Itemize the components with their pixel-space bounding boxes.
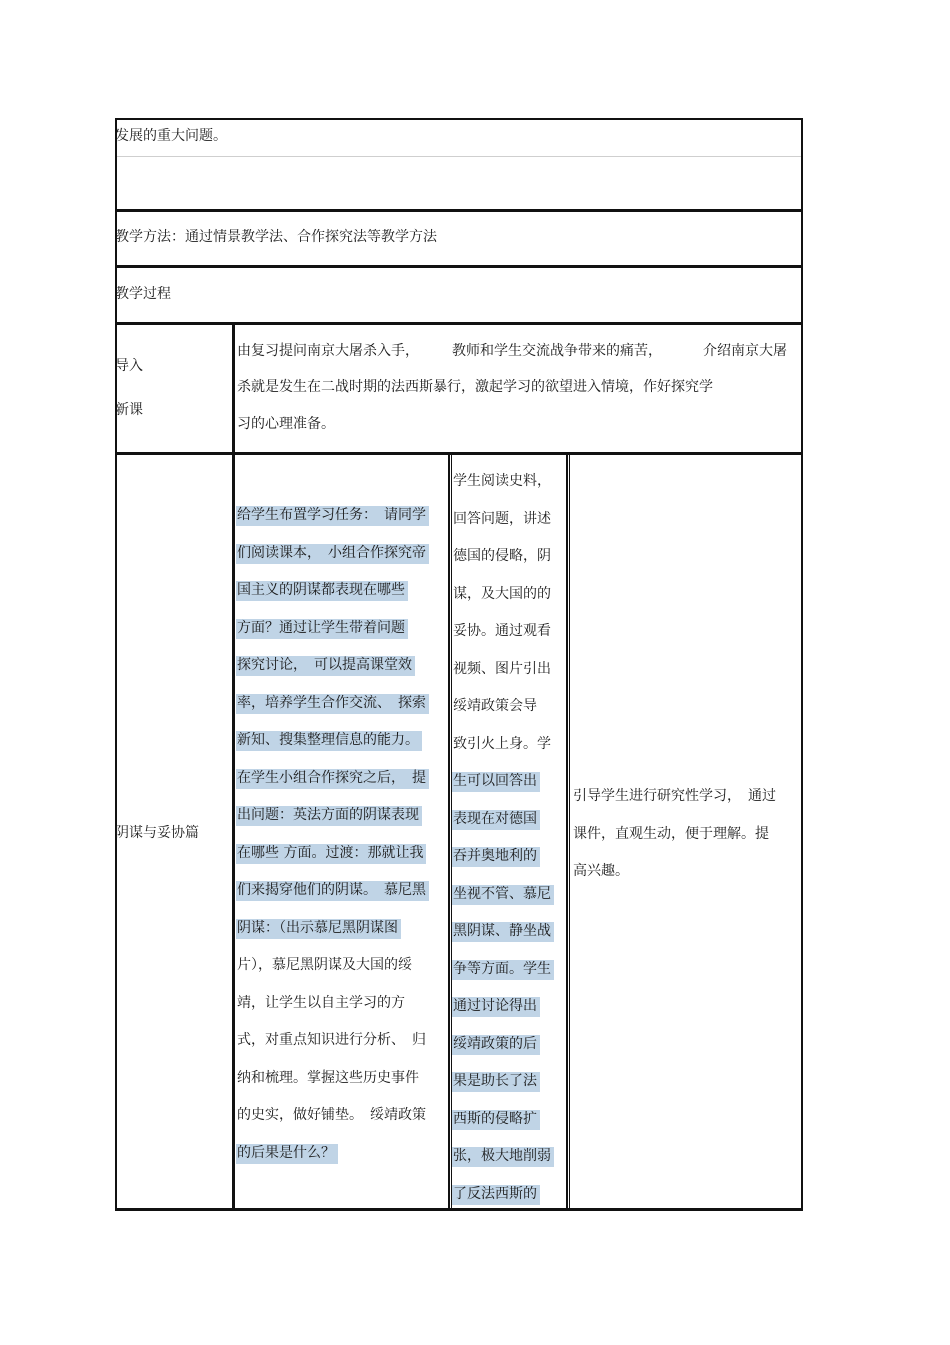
teacher-activity-line-text: 的史实，做好铺垫。 绥靖政策 bbox=[237, 1107, 426, 1123]
teacher-activity-line bbox=[236, 1139, 448, 1177]
student-activity-line-text: 绥靖政策会导 bbox=[453, 698, 537, 714]
teacher-activity-line-text: 片），慕尼黑阴谋及大国的绥 bbox=[237, 957, 412, 973]
student-activity-line bbox=[452, 1030, 566, 1068]
student-activity-line-text: 吞并奥地利的 bbox=[452, 847, 540, 867]
teacher-activity-line bbox=[236, 914, 448, 952]
teaching-process-text: 教学过程 bbox=[115, 286, 171, 302]
student-activity-line bbox=[452, 1180, 566, 1218]
teacher-activity-line-text: 方面？通过让学生带着问题 bbox=[236, 619, 408, 639]
intro-line-3: 习的心理准备。 bbox=[237, 416, 335, 432]
student-activity-line bbox=[452, 917, 566, 955]
teacher-activity-column bbox=[236, 501, 448, 1176]
student-activity-line-text: 张，极大地削弱 bbox=[452, 1147, 554, 1167]
design-intent-line-text: 课件，直观生动，便于理解。提 bbox=[573, 825, 769, 842]
intro-label-line1: 导入 bbox=[115, 358, 143, 374]
student-activity-line-text: 回答问题，讲述 bbox=[453, 510, 551, 527]
intro-line-1c: 介绍南京大屠 bbox=[703, 343, 787, 359]
student-activity-line bbox=[452, 617, 566, 655]
overflow-text: 发展的重大问题。 bbox=[115, 128, 227, 144]
table-left-border bbox=[115, 118, 117, 1211]
teacher-activity-line bbox=[236, 951, 448, 989]
teacher-activity-line bbox=[236, 501, 448, 539]
teacher-activity-line-text: 在学生小组合作探究之后， 提 bbox=[236, 769, 429, 789]
student-activity-line bbox=[452, 730, 566, 768]
teacher-activity-line-text: 阴谋：（出示慕尼黑阴谋图 bbox=[236, 919, 401, 939]
conspiracy-label: 阴谋与妥协篇 bbox=[115, 825, 199, 841]
col-divider-student-b bbox=[569, 452, 570, 1211]
student-activity-line bbox=[452, 805, 566, 843]
student-activity-line-text: 学生阅读史料， bbox=[453, 473, 551, 489]
student-activity-line bbox=[452, 655, 566, 693]
student-activity-line bbox=[452, 505, 566, 543]
col-divider-label bbox=[232, 322, 235, 1211]
student-activity-line bbox=[452, 1105, 566, 1143]
teacher-activity-line bbox=[236, 1101, 448, 1139]
student-activity-line bbox=[452, 580, 566, 618]
student-activity-line-text: 德国的侵略，阴 bbox=[453, 548, 551, 564]
student-activity-line-text: 谋，及大国的的 bbox=[453, 585, 551, 602]
teacher-activity-line-text: 式，对重点知识进行分析、 归 bbox=[237, 1032, 426, 1048]
col-divider-student-a bbox=[566, 452, 568, 1211]
teacher-activity-line-text: 纳和梳理。掌握这些历史事件 bbox=[237, 1069, 419, 1086]
student-activity-line-text: 表现在对德国 bbox=[452, 810, 540, 830]
teacher-activity-line bbox=[236, 989, 448, 1027]
teacher-activity-line-text: 率，培养学生合作交流、 探索 bbox=[236, 694, 429, 714]
teacher-activity-line bbox=[236, 539, 448, 577]
student-activity-line bbox=[452, 692, 566, 730]
teacher-activity-line-text: 靖，让学生以自主学习的方 bbox=[237, 994, 405, 1011]
teacher-activity-line bbox=[236, 1026, 448, 1064]
row-divider-2 bbox=[115, 265, 803, 268]
teacher-activity-line bbox=[236, 801, 448, 839]
teacher-activity-line-text: 在哪些 方面。过渡：那就让我 bbox=[236, 844, 426, 864]
design-intent-line bbox=[572, 782, 800, 820]
row-divider-4 bbox=[115, 452, 803, 455]
teacher-activity-line-text: 的后果是什么？ bbox=[236, 1144, 338, 1164]
student-activity-line bbox=[452, 955, 566, 993]
teacher-activity-line-text: 出问题：英法方面的阴谋表现 bbox=[236, 806, 422, 826]
student-activity-line bbox=[452, 767, 566, 805]
teacher-activity-line-text: 给学生布置学习任务： 请同学 bbox=[236, 506, 429, 526]
student-activity-line bbox=[452, 842, 566, 880]
student-activity-line-text: 视频、图片引出 bbox=[453, 660, 551, 677]
design-intent-column bbox=[572, 782, 800, 895]
teacher-activity-line bbox=[236, 576, 448, 614]
student-activity-line bbox=[452, 1067, 566, 1105]
intro-line-1a: 由复习提问南京大屠杀入手， bbox=[237, 343, 419, 359]
teacher-activity-line bbox=[236, 764, 448, 802]
student-activity-line-text: 坐视不管、慕尼 bbox=[452, 885, 554, 905]
student-activity-line-text: 妥协。通过观看 bbox=[453, 623, 551, 639]
student-activity-line-text: 西斯的侵略扩 bbox=[452, 1110, 540, 1130]
teacher-activity-line bbox=[236, 614, 448, 652]
row-divider-1 bbox=[115, 209, 803, 212]
student-activity-line-text: 生可以回答出 bbox=[452, 772, 540, 792]
teacher-activity-line-text: 们阅读课本， 小组合作探究帝 bbox=[236, 544, 429, 564]
table-top-border bbox=[115, 118, 803, 120]
student-activity-line bbox=[452, 542, 566, 580]
student-activity-column bbox=[452, 467, 566, 1217]
teacher-activity-line bbox=[236, 839, 448, 877]
design-intent-line-text: 引导学生进行研究性学习， 通过 bbox=[573, 788, 776, 804]
design-intent-line-text: 高兴趣。 bbox=[573, 863, 629, 879]
student-activity-line-text: 了反法西斯的 bbox=[452, 1185, 540, 1205]
teacher-activity-line bbox=[236, 651, 448, 689]
design-intent-line bbox=[572, 820, 800, 858]
teacher-activity-line bbox=[236, 1064, 448, 1102]
student-activity-line-text: 绥靖政策的后 bbox=[452, 1035, 540, 1055]
col-divider-teacher-a bbox=[448, 452, 450, 1211]
student-activity-line bbox=[452, 1142, 566, 1180]
table-right-border bbox=[801, 118, 803, 1211]
teacher-activity-line-text: 探究讨论， 可以提高课堂效 bbox=[236, 656, 415, 676]
student-activity-line bbox=[452, 880, 566, 918]
student-activity-line bbox=[452, 467, 566, 505]
teacher-activity-line bbox=[236, 689, 448, 727]
row-divider-3 bbox=[115, 322, 803, 325]
student-activity-line-text: 果是助长了法 bbox=[452, 1072, 540, 1092]
student-activity-line-text: 通过讨论得出 bbox=[452, 997, 540, 1017]
teacher-activity-line-text: 新知、搜集整理信息的能力。 bbox=[236, 731, 422, 751]
teaching-method-text: 教学方法：通过情景教学法、合作探究法等教学方法 bbox=[115, 229, 437, 245]
design-intent-line bbox=[572, 857, 800, 895]
teacher-activity-line bbox=[236, 726, 448, 764]
teacher-activity-line-text: 们来揭穿他们的阴谋。 慕尼黑 bbox=[236, 881, 429, 901]
intro-line-1b: 教师和学生交流战争带来的痛苦， bbox=[452, 343, 662, 359]
student-activity-line-text: 黑阴谋、静坐战 bbox=[452, 922, 554, 942]
teacher-activity-line-text: 国主义的阴谋都表现在哪些 bbox=[236, 581, 408, 601]
student-activity-line-text: 致引火上身。学 bbox=[453, 735, 551, 752]
student-activity-line-text: 争等方面。学生 bbox=[452, 960, 554, 980]
student-activity-line bbox=[452, 992, 566, 1030]
intro-line-2: 杀就是发生在二战时期的法西斯暴行，激起学习的欲望进入情境，作好探究学 bbox=[237, 379, 713, 395]
teacher-activity-line bbox=[236, 876, 448, 914]
intro-label-line2: 新课 bbox=[115, 402, 143, 418]
thin-divider bbox=[117, 156, 801, 157]
